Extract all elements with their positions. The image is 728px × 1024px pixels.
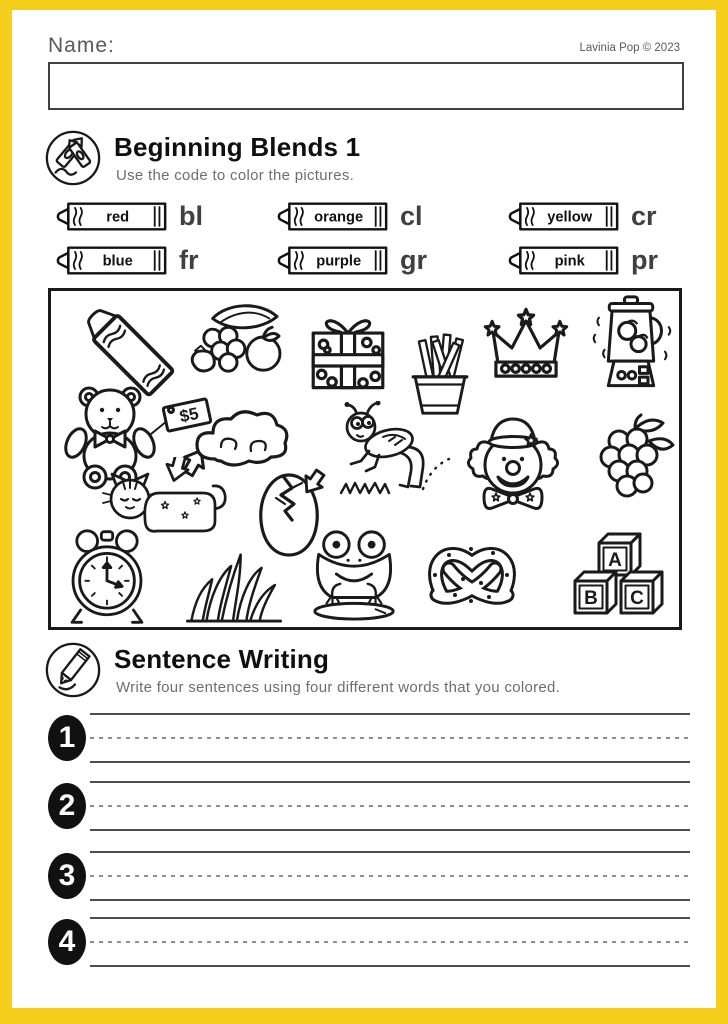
sentence-row-1 [48,713,690,763]
dashed-guide-line [90,941,690,943]
line-number-badge: 3 [48,853,86,899]
blends-section-title: Beginning Blends 1 [114,132,361,162]
abc-blocks-image [559,525,667,621]
dashed-guide-line [90,875,690,877]
crayon-label-icon [56,201,168,232]
worksheet-page [12,10,716,1008]
sentence-row-3 [48,851,690,901]
code-item-yellow [508,200,658,233]
sentence-row-2 [48,781,690,831]
blend-label: gr [400,245,427,275]
line-number-badge: 1 [48,715,86,761]
crayon-label-icon [508,245,620,276]
blend-label: cr [631,201,657,231]
blend-label: pr [631,245,658,275]
sentence-write-area-2[interactable] [90,781,690,831]
copyright-credit: Lavinia Pop © 2023 [579,42,680,54]
code-item-pink [508,244,658,277]
blend-label: fr [179,245,199,275]
svg-text:C: C [630,588,644,609]
crayons-icon [44,129,102,187]
svg-text:blue: blue [102,253,133,270]
grapes-image [589,411,679,507]
svg-text:$5: $5 [177,403,201,427]
crown-image [479,305,573,389]
svg-text:yellow: yellow [547,209,593,226]
sentence-write-area-4[interactable] [90,917,690,967]
grasshopper-image [327,401,462,501]
name-input-box[interactable] [48,62,684,110]
svg-text:red: red [106,209,130,226]
writing-section-title: Sentence Writing [114,644,330,674]
blend-label: bl [179,201,203,231]
blender-image [585,295,677,397]
sentence-write-area-3[interactable] [90,851,690,901]
dashed-guide-line [90,805,690,807]
grass-image [179,547,289,623]
fruit-image [183,297,293,379]
blends-section-instructions: Use the code to color the pictures. [116,167,355,184]
line-number-badge: 4 [48,919,86,965]
clown-image [463,401,563,517]
crayon-label-icon [277,245,389,276]
svg-text:orange: orange [314,209,364,226]
picture-box [48,288,682,630]
present-image [299,303,397,397]
name-label: Name: [48,34,115,57]
svg-text:B: B [584,588,598,609]
sentence-write-area-1[interactable] [90,713,690,763]
code-item-red [56,200,277,233]
sentence-row-4 [48,917,690,967]
blend-label: cl [400,201,423,231]
svg-text:pink: pink [554,253,585,270]
svg-text:A: A [608,550,622,571]
color-code-grid [56,200,658,277]
writing-section-instructions: Write four sentences using four different words that you colored. [116,679,561,696]
svg-text:purple: purple [316,253,362,270]
frog-image [307,527,401,621]
code-item-purple [277,244,508,277]
pretzel-image [419,531,525,623]
line-number-badge: 2 [48,783,86,829]
code-item-blue [56,244,277,277]
crayon-label-icon [508,201,620,232]
pencil-icon [44,641,102,699]
alarm-clock-image [61,527,153,627]
crayon-label-icon [277,201,389,232]
dashed-guide-line [90,737,690,739]
crayon-label-icon [56,245,168,276]
code-item-orange [277,200,508,233]
